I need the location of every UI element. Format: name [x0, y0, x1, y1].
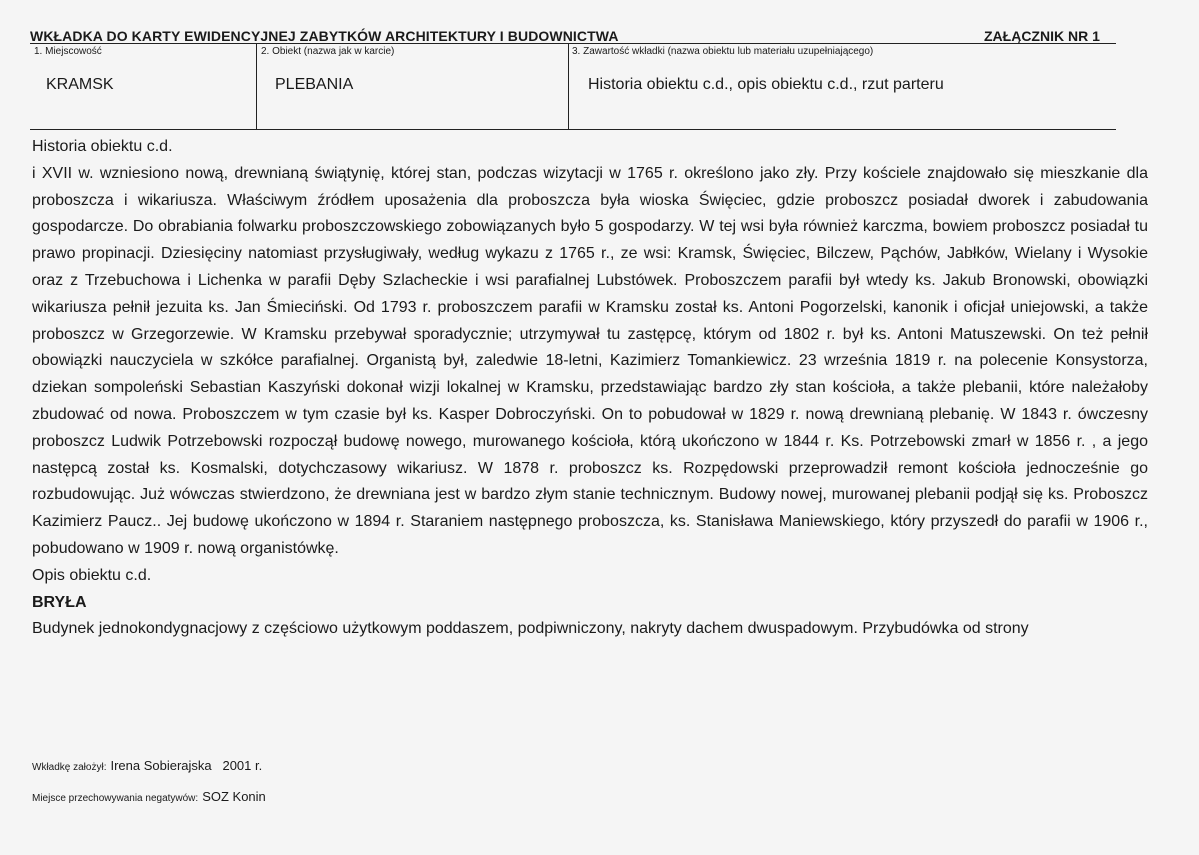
history-heading: Historia obiektu c.d.	[32, 138, 173, 155]
field-divider-2	[568, 43, 569, 129]
storage-label: Miejsce przechowywania negatywów:	[32, 793, 199, 804]
field-divider-1	[256, 43, 257, 129]
section-heading-bryla: BRYŁA	[32, 593, 87, 611]
locality-value: KRAMSK	[46, 76, 114, 93]
insert-content-value: Historia obiektu c.d., opis obiektu c.d., rzut parteru	[588, 76, 944, 93]
locality-label: 1. Miejscowość	[34, 46, 102, 57]
storage-value: SOZ Konin	[202, 789, 266, 804]
object-value: PLEBANIA	[275, 76, 354, 93]
header-top-rule	[30, 43, 1116, 44]
storage-row	[32, 789, 266, 804]
object-label: 2. Obiekt (nazwa jak w karcie)	[261, 46, 395, 57]
annex-number: ZAŁĄCZNIK NR 1	[984, 28, 1100, 44]
author-label: Wkładkę założył:	[32, 762, 107, 773]
history-paragraph: i XVII w. wzniesiono nową, drewnianą świątynię, której stan, podczas wizytacji w 1765 r. określono jako zły. Przy kościele znajdowało się mieszkanie dla proboszcza i wikariusza. Właściwym źródłem uposażenia dla proboszcza była wioska Święciec, gdzie proboszcz posiadał dworek i zabudowania gospodarcze. Do obrabiania folwarku proboszczowskiego zobowiązanych było 5 gospodarzy. W tej wsi była również karczma, bowiem proboszcz posiadał tu prawo propinacji. Dziesięciny natomiast przysługiwały, według wykazu z 1765 r., ze wsi: Kramsk, Święciec, Bilczew, Pąchów, Jabłków, Wielany i Wysokie oraz z Trzebuchowa i Lichenka w parafii Dęby Szlacheckie i wsi parafialnej Lubstówek. Proboszczem parafii był wtedy ks. Jakub Bronowski, obowiązki wikariusza pełnił jezuita ks. Jan Śmieciński. Od 1793 r. proboszczem parafii w Kramsku został ks. Antoni Pogorzelski, kanonik i oficjał uniejowski, a także proboszcz w Grzegorzewie. W Kramsku przebywał sporadycznie; utrzymywał tu zastępcę, którym od 1802 r. był ks. Antoni Matuszewski. On też pełnił obowiązki nauczyciela w szkółce parafialnej. Organistą był, zaledwie 18-letni, Kazimierz Tomankiewicz. 23 września 1819 r. na polecenie Konsystorza, dziekan sompoleński Sebastian Kaszyński dokonał wizji lokalnej w Kramsku, przedstawiając bardzo zły stan kościoła, a także plebanii, które należałoby zbudować od nowa. Proboszczem w tym czasie był ks. Kasper Dobroczyński. On to pobudował w 1829 r. nową drewnianą plebanię. W 1843 r. ówczesny proboszcz Ludwik Potrzebowski rozpoczął budowę nowego, murowanego kościoła, którą ukończono w 1844 r. Ks. Potrzebowski zmarł w 1856 r. , a jego następcą został ks. Kosmalski, dotychczasowy wikariusz. W 1878 r. proboszcz ks. Rozpędowski przeprowadził remont kościoła jednocześnie go rozbudowując. Już wówczas stwierdzono, że drewniana jest w bardzo złym stanie technicznym. Budowy nowej, murowanej plebanii podjął się ks. Proboszcz Kazimierz Paucz.. Jej budowę ukończono w 1894 r. Staraniem następnego proboszcza, ks. Stanisława Maniewskiego, który przyszedł do parafii w 1906 r., pobudowano w 1909 r. nową organistówkę.	[32, 164, 1148, 557]
description-heading: Opis obiektu c.d.	[32, 566, 152, 584]
author-value: Irena Sobierajska 2001 r.	[110, 758, 263, 773]
document-body	[32, 134, 1148, 643]
description-paragraph: Budynek jednokondygnacjowy z częściowo użytkowym poddaszem, podpiwniczony, nakryty dachem dwuspadowym. Przybudówka od strony	[32, 620, 1029, 638]
author-row	[32, 758, 262, 773]
document-title: WKŁADKA DO KARTY EWIDENCYJNEJ ZABYTKÓW ARCHITEKTURY I BUDOWNICTWA	[30, 28, 619, 44]
header-bottom-rule	[30, 129, 1116, 130]
insert-content-label: 3. Zawartość wkładki (nazwa obiektu lub materiału uzupełniającego)	[572, 46, 874, 57]
